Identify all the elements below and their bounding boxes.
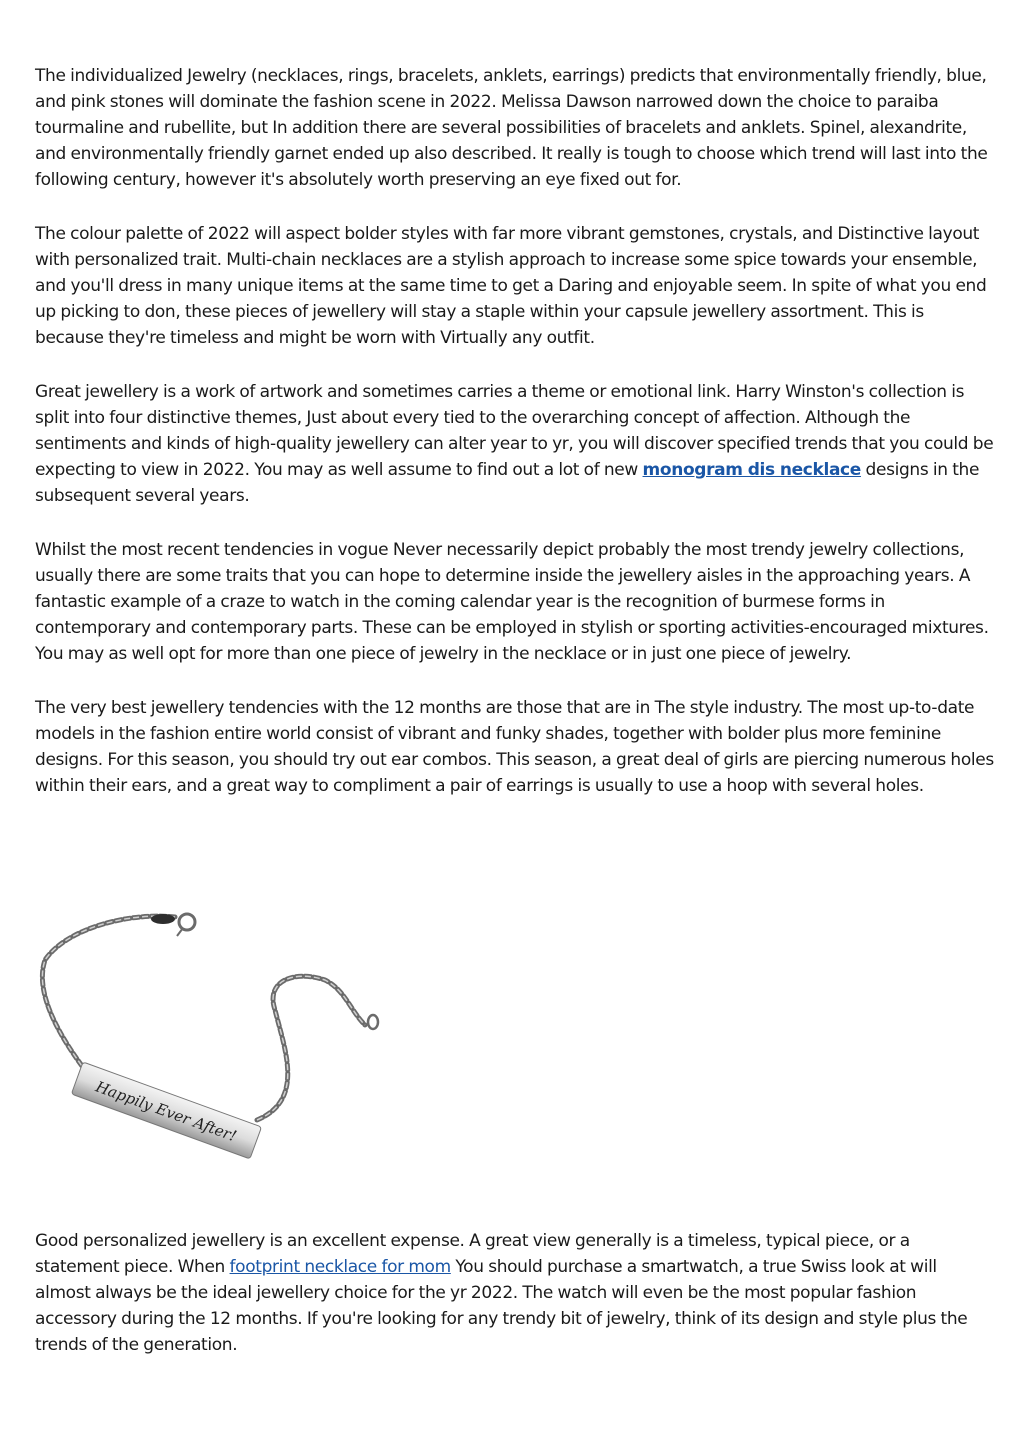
bracelet-image	[35, 900, 395, 1160]
monogram-necklace-link[interactable]: monogram dis necklace	[642, 460, 861, 480]
paragraph-1: The individualized Jewelry (necklaces, rings, bracelets, anklets, earrings) predicts that environmentally friendly, blue, and pink stones will dominate the fashion scene in 2022. Melissa Dawson narrowed down the choice to paraiba tourmaline and rubellite, but In addition there are several possibilities of bracelets and anklets. Spinel, alexandrite, and environmentally friendly garnet ended up also described. It really is tough to choose which trend will last into the following century, however it's absolutely worth preserving an eye fixed out for.	[35, 66, 988, 190]
footprint-necklace-link[interactable]: footprint necklace for mom	[229, 1257, 451, 1277]
paragraph-4: Whilst the most recent tendencies in vogue Never necessarily depict probably the most trendy jewelry collections, usually there are some traits that you can hope to determine inside the jewellery aisles in the approaching years. A fantastic example of a craze to watch in the coming calendar year is the recognition of burmese forms in contemporary and contemporary parts. These can be employed in stylish or sporting activities-encouraged mixtures. You may as well opt for more than one piece of jewelry in the necklace or in just one piece of jewelry.	[35, 540, 989, 664]
paragraph-6	[35, 1228, 995, 1358]
clasp-icon	[151, 914, 175, 924]
bracelet-illustration	[35, 900, 395, 1160]
paragraph-6-before: Good personalized jewellery is an excellent expense. A great view generally is a timeless, typical piece, or a statement piece. When	[35, 1231, 910, 1277]
paragraph-3	[35, 379, 995, 509]
paragraph-3-before: Great jewellery is a work of artwork and sometimes carries a theme or emotional link. Harry Winston's collection is split into four distinctive themes, Just about every tied to the overarching concept of affection. Although the sentiments and kinds of high-quality jewellery can alter year to yr, you will discover specified trends that you could be expecting to view in 2022. You may as well assume to find out a lot of new	[35, 382, 994, 480]
engraving-text: Happily Ever After!	[93, 1077, 239, 1146]
closing-section	[35, 1228, 995, 1386]
paragraph-2: The colour palette of 2022 will aspect bolder styles with far more vibrant gemstones, crystals, and Distinctive layout with personalized trait. Multi-chain necklaces are a stylish approach to increase some spice towards your ensemble, and you'll dress in many unique items at the same time to get a Daring and enjoyable seem. In spite of what you end up picking to don, these pieces of jewellery will stay a staple within your capsule jewellery assortment. This is because they're timeless and might be worn with Virtually any outfit.	[35, 224, 987, 348]
paragraph-6-after: You should purchase a smartwatch, a true Swiss look at will almost always be the ideal jewellery choice for the yr 2022. The watch will even be the most popular fashion accessory during the 12 months. If you're looking for any trendy bit of jewelry, think of its design and style plus the trends of the generation.	[35, 1257, 968, 1355]
paragraph-3-after: designs in the subsequent several years.	[35, 460, 980, 506]
paragraph-5: The very best jewellery tendencies with the 12 months are those that are in The style industry. The most up-to-date models in the fashion entire world consist of vibrant and funky shades, together with bolder plus more feminine designs. For this season, you should try out ear combos. This season, a great deal of girls are piercing numerous holes within their ears, and a great way to compliment a pair of earrings is usually to use a hoop with several holes.	[35, 698, 994, 796]
article-body	[35, 63, 995, 827]
